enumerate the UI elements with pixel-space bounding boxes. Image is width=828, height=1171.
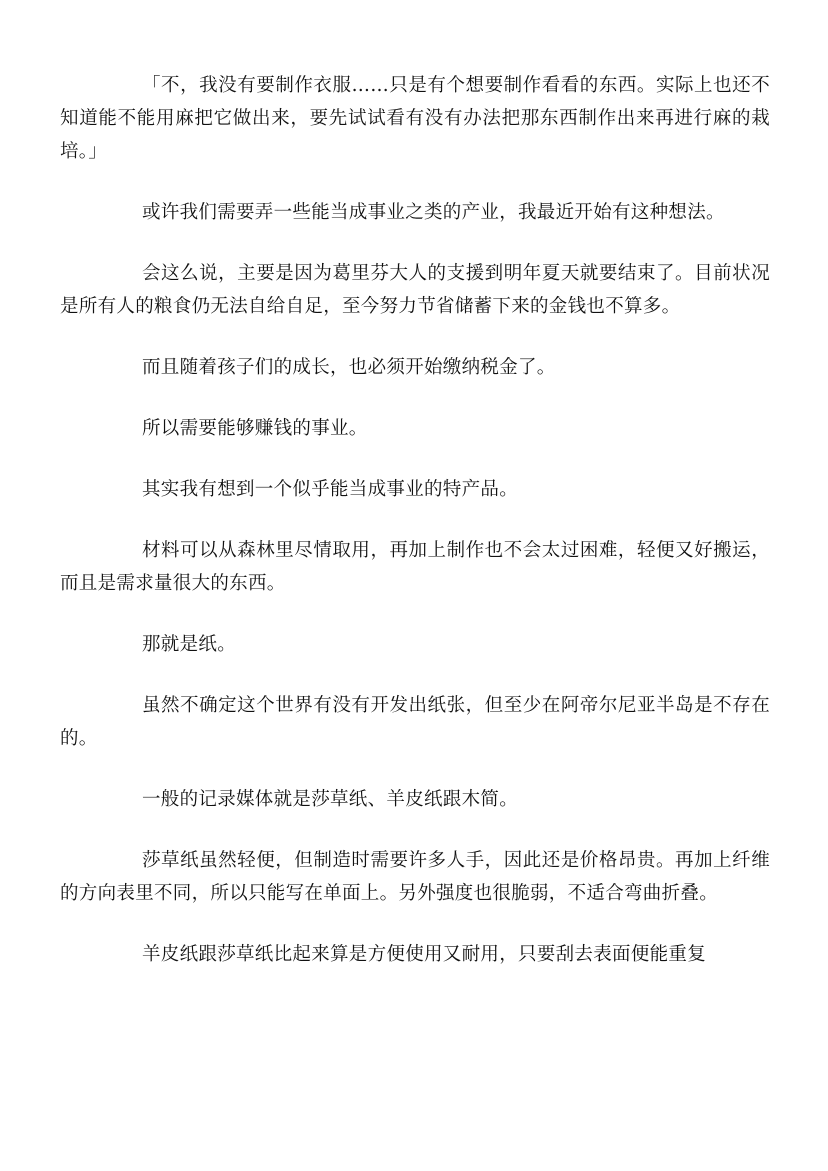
paragraph: 而且随着孩子们的成长，也必须开始缴纳税金了。	[142, 357, 556, 378]
body-text	[60, 69, 770, 971]
paragraph: 所以需要能够赚钱的事业。	[142, 418, 368, 439]
paragraph: 虽然不确定这个世界有没有开发出纸张，但至少在阿帝尔尼亚半岛是不存在的。	[60, 695, 770, 749]
paragraph: 那就是纸。	[142, 634, 237, 655]
paragraph: 或许我们需要弄一些能当成事业之类的产业，我最近开始有这种想法。	[142, 202, 725, 223]
paragraph: 材料可以从森林里尽情取用，再加上制作也不会太过困难，轻便又好搬运，而且是需求量很大的东西。	[60, 540, 770, 594]
paragraph: 其实我有想到一个似乎能当成事业的特产品。	[142, 479, 519, 500]
paragraph: 「不，我没有要制作衣服……只是有个想要制作看看的东西。实际上也还不知道能不能用麻把它做出来，要先试试看有没有办法把那东西制作出来再进行麻的栽培。」	[60, 75, 770, 162]
paragraph: 羊皮纸跟莎草纸比起来算是方便使用又耐用，只要刮去表面便能重复	[142, 944, 707, 965]
paragraph: 一般的记录媒体就是莎草纸、羊皮纸跟木简。	[142, 789, 519, 810]
paragraph: 会这么说，主要是因为葛里芬大人的支援到明年夏天就要结束了。目前状况是所有人的粮食仍无法自给自足，至今努力节省储蓄下来的金钱也不算多。	[60, 263, 770, 317]
paragraph: 莎草纸虽然轻便，但制造时需要许多人手，因此还是价格昂贵。再加上纤维的方向表里不同，所以只能写在单面上。另外强度也很脆弱，不适合弯曲折叠。	[60, 850, 770, 904]
